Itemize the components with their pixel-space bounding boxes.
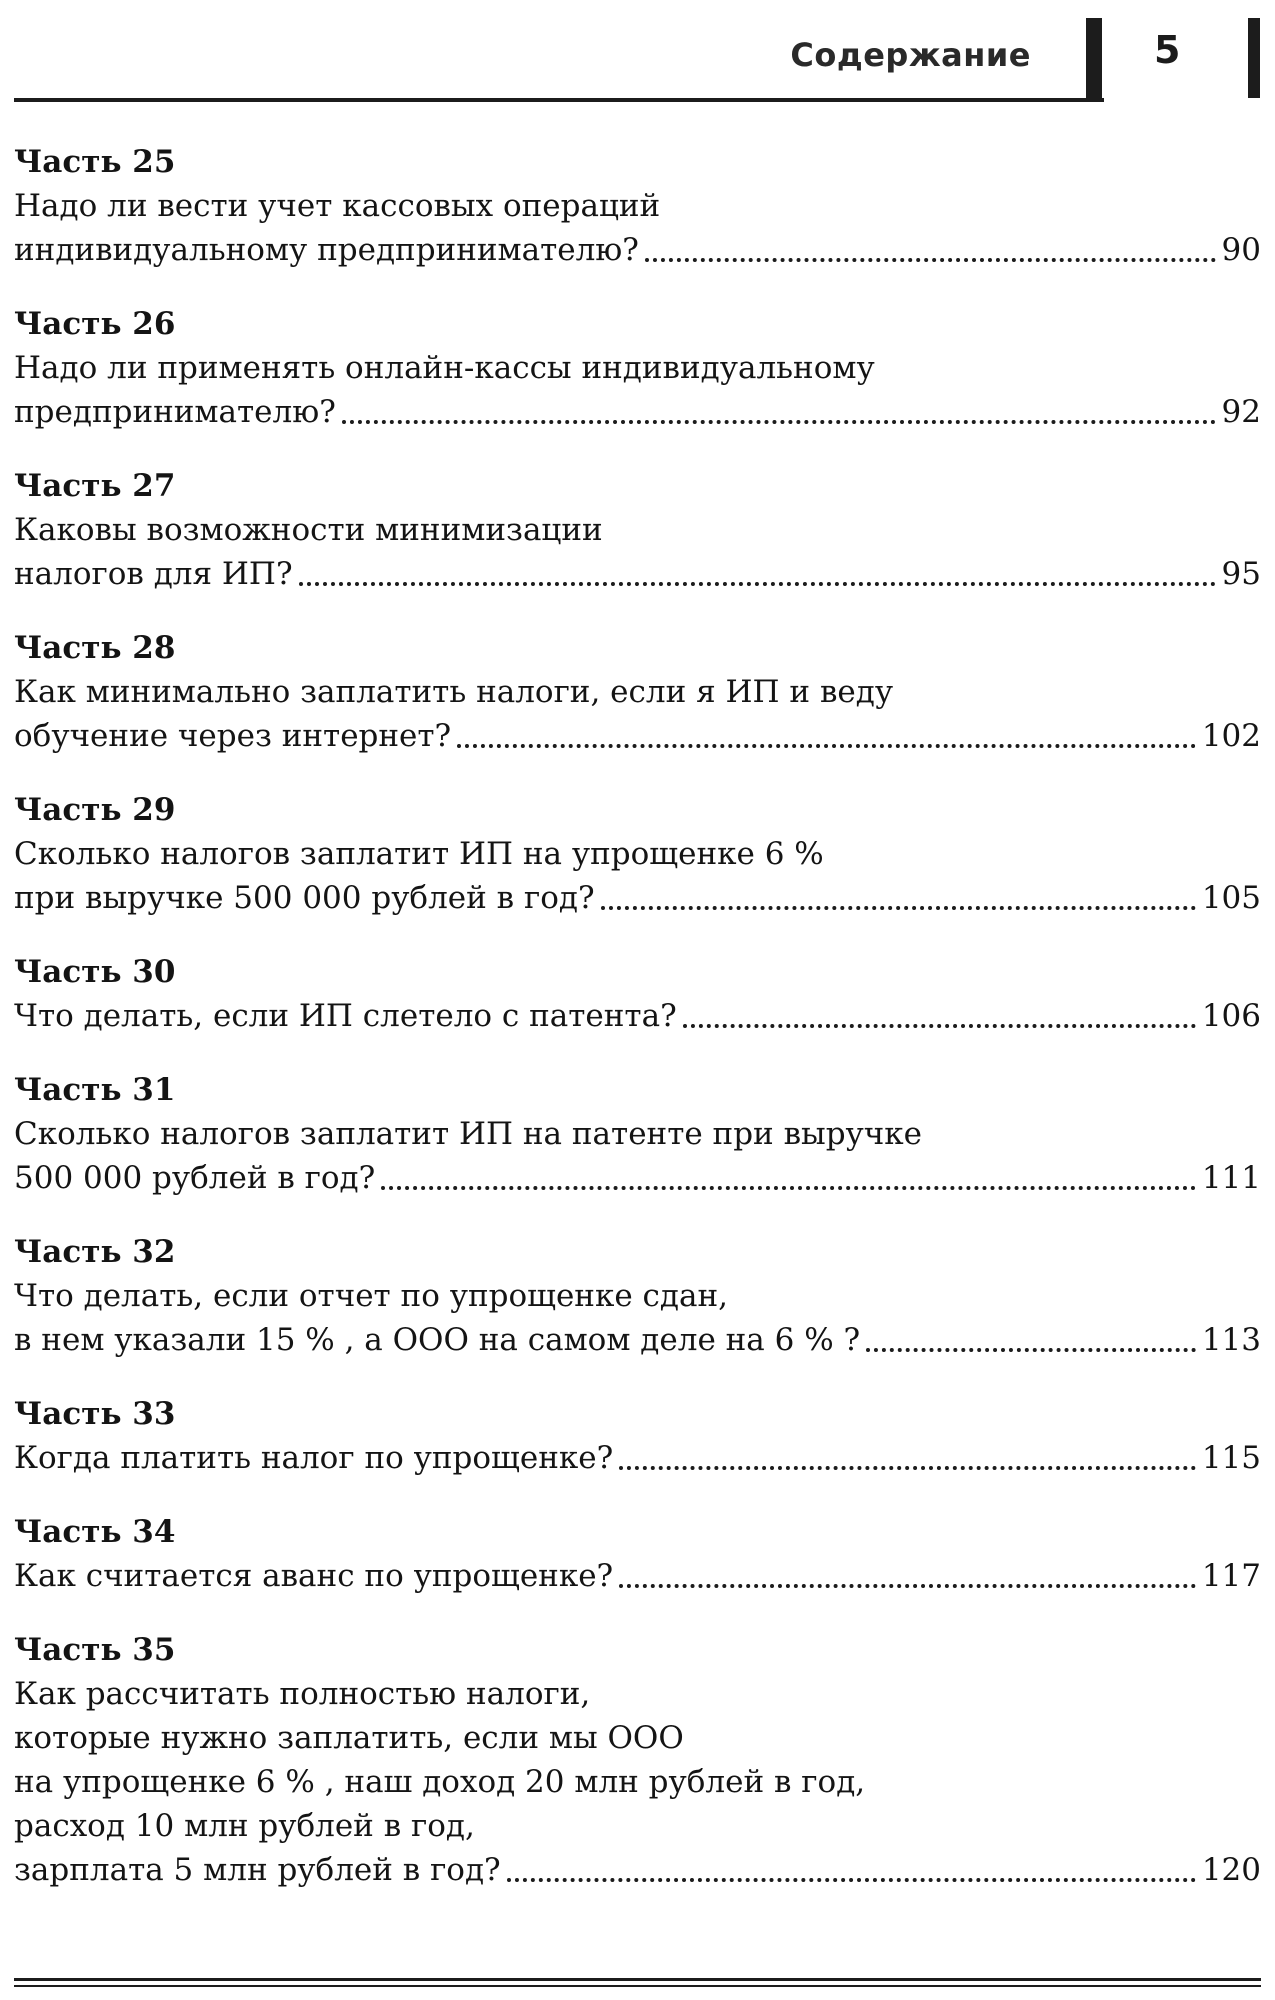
entry-title-last-line: Когда платить налог по упрощенке?	[14, 1440, 614, 1476]
dot-leader	[645, 258, 1216, 262]
dot-leader	[299, 582, 1216, 586]
entry-title-line: которые нужно заплатить, если мы ООО	[14, 1720, 684, 1756]
dot-leader	[342, 420, 1216, 424]
entry-page-number[interactable]: 90	[1221, 232, 1261, 268]
entry-page-number[interactable]: 95	[1221, 556, 1261, 592]
entry-title-line: Надо ли вести учет кассовых операций	[14, 188, 661, 224]
entry-title-last-line: в нем указали 15 % , а ООО на самом деле на 6 % ?	[14, 1322, 861, 1358]
entry-page-number[interactable]: 92	[1221, 394, 1261, 430]
running-head-title: Содержание	[790, 36, 1031, 74]
dot-leader	[619, 1584, 1196, 1588]
header-bar-left	[1086, 18, 1102, 98]
dot-leader	[457, 744, 1196, 748]
entry-title-line: Сколько налогов заплатит ИП на патенте при выручке	[14, 1116, 922, 1152]
entry-leader-line	[14, 876, 1261, 920]
entry-title-line: Что делать, если отчет по упрощенке сдан,	[14, 1278, 728, 1314]
entry-title-last-line: 500 000 рублей в год?	[14, 1160, 376, 1196]
entry-leader-line	[14, 552, 1261, 596]
part-label: Часть 25	[14, 144, 176, 180]
entry-title-last-line: обучение через интернет?	[14, 718, 452, 754]
entry-page-number[interactable]: 105	[1201, 880, 1261, 916]
footer-rule-thin	[14, 1985, 1261, 1987]
toc-entry[interactable]	[14, 302, 1261, 434]
entry-page-number[interactable]: 113	[1201, 1322, 1261, 1358]
toc-entry[interactable]	[14, 1628, 1261, 1892]
toc-entry[interactable]	[14, 626, 1261, 758]
entry-page-number[interactable]: 117	[1201, 1558, 1261, 1594]
entry-page-number[interactable]: 102	[1201, 718, 1261, 754]
part-label: Часть 34	[14, 1514, 176, 1550]
entry-leader-line	[14, 228, 1261, 272]
part-label: Часть 29	[14, 792, 176, 828]
entry-page-number[interactable]: 106	[1201, 998, 1261, 1034]
entry-title-last-line: зарплата 5 млн рублей в год?	[14, 1852, 501, 1888]
dot-leader	[683, 1024, 1196, 1028]
entry-title-line: Сколько налогов заплатит ИП на упрощенке 6 %	[14, 836, 824, 872]
entry-page-number[interactable]: 115	[1201, 1440, 1261, 1476]
entry-title-last-line: при выручке 500 000 рублей в год?	[14, 880, 595, 916]
part-label: Часть 28	[14, 630, 176, 666]
header-rule	[14, 98, 1104, 102]
entry-leader-line	[14, 1436, 1261, 1480]
toc-entry[interactable]	[14, 140, 1261, 272]
page-number: 5	[1154, 28, 1181, 72]
part-label: Часть 27	[14, 468, 176, 504]
entry-title-line: Надо ли применять онлайн-кассы индивидуальному	[14, 350, 875, 386]
page-header	[14, 14, 1261, 104]
dot-leader	[619, 1466, 1196, 1470]
entry-title-last-line: Что делать, если ИП слетело с патента?	[14, 998, 677, 1034]
entry-title-line: Как минимально заплатить налоги, если я ИП и веду	[14, 674, 894, 710]
toc-entry[interactable]	[14, 1068, 1261, 1200]
toc-entry[interactable]	[14, 1230, 1261, 1362]
dot-leader	[866, 1348, 1196, 1352]
part-label: Часть 35	[14, 1632, 176, 1668]
entry-title-last-line: предпринимателю?	[14, 394, 336, 430]
entry-title-line: Каковы возможности минимизации	[14, 512, 603, 548]
entry-page-number[interactable]: 120	[1201, 1852, 1261, 1888]
dot-leader	[601, 906, 1196, 910]
entry-leader-line	[14, 1318, 1261, 1362]
entry-title-last-line: индивидуальному предпринимателю?	[14, 232, 639, 268]
part-label: Часть 31	[14, 1072, 176, 1108]
header-bar-right	[1248, 18, 1260, 98]
footer-rule	[14, 1978, 1261, 1981]
part-label: Часть 30	[14, 954, 176, 990]
part-label: Часть 33	[14, 1396, 176, 1432]
entry-title-line: Как рассчитать полностью налоги,	[14, 1676, 591, 1712]
entry-leader-line	[14, 390, 1261, 434]
toc-entry[interactable]	[14, 1392, 1261, 1480]
entry-page-number[interactable]: 111	[1201, 1160, 1261, 1196]
entry-leader-line	[14, 1848, 1261, 1892]
entry-leader-line	[14, 714, 1261, 758]
entry-leader-line	[14, 1156, 1261, 1200]
entry-leader-line	[14, 994, 1261, 1038]
entry-title-last-line: налогов для ИП?	[14, 556, 293, 592]
toc-entry[interactable]	[14, 464, 1261, 596]
toc-entry[interactable]	[14, 788, 1261, 920]
dot-leader	[507, 1878, 1196, 1882]
part-label: Часть 32	[14, 1234, 176, 1270]
entry-title-last-line: Как считается аванс по упрощенке?	[14, 1558, 614, 1594]
table-of-contents	[14, 140, 1261, 1922]
entry-title-line: на упрощенке 6 % , наш доход 20 млн рублей в год,	[14, 1764, 866, 1800]
toc-entry[interactable]	[14, 1510, 1261, 1598]
entry-title-line: расход 10 млн рублей в год,	[14, 1808, 475, 1844]
dot-leader	[381, 1186, 1196, 1190]
toc-entry[interactable]	[14, 950, 1261, 1038]
part-label: Часть 26	[14, 306, 176, 342]
entry-leader-line	[14, 1554, 1261, 1598]
